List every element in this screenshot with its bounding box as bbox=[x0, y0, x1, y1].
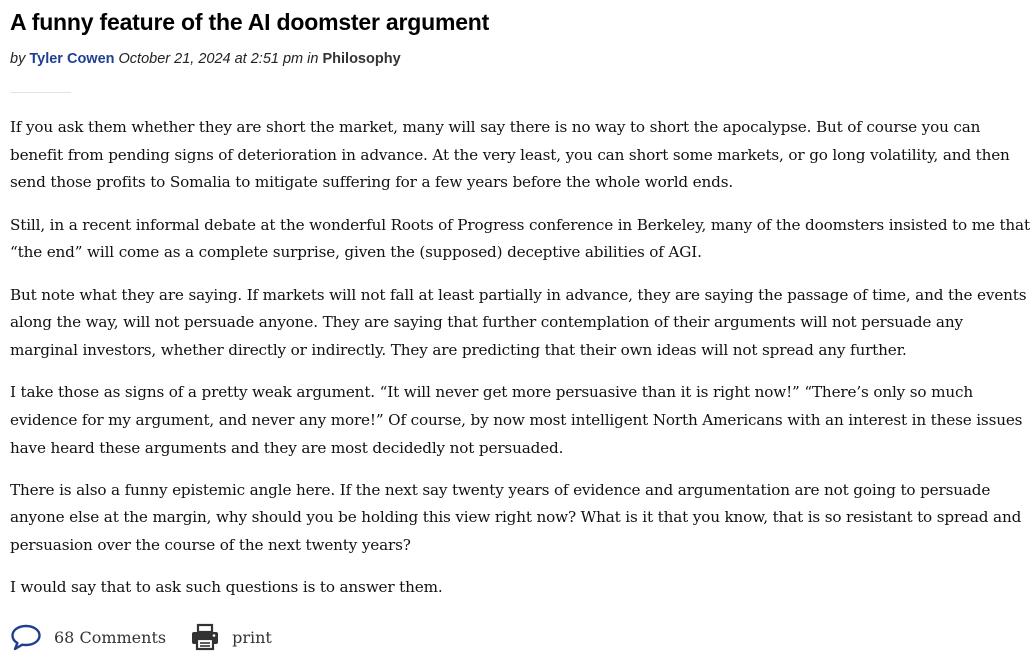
byline-in: in bbox=[307, 51, 319, 67]
author-link[interactable]: Tyler Cowen bbox=[29, 51, 115, 67]
paragraph-5: There is also a funny epistemic angle here. If the next say twenty years of evidence and argumentation are not going to persuade anyone else at the margin, why should you be holding this view right now? What is it that you know, that is so resistant to spread and persuasion over the course of the next twenty years? bbox=[10, 480, 1022, 555]
byline-by: by bbox=[10, 51, 26, 67]
paragraph-1: If you ask them whether they are short the market, many will say there is no way to short the apocalypse. But of course you can benefit from pending signs of deterioration in advance. At the very least, you can short some markets, or go long volatility, and then send those profits to Somalia to mitigate suffering for a few years before the whole world ends. bbox=[10, 118, 1010, 192]
print-label: print bbox=[232, 627, 272, 647]
paragraph-3: But note what they are saying. If markets will not fall at least partially in advance, they are saying the passage of time, and the events along the way, will not persuade anyone. They are saying that further contemplation of their arguments will not persuade any marginal investors, whether directly or indirectly. They are predicting that their own ideas will not spread any further. bbox=[10, 285, 1027, 359]
post-date: October 21, 2024 at 2:51 pm bbox=[118, 51, 304, 67]
byline bbox=[10, 51, 401, 67]
paragraph-2: Still, in a recent informal debate at the wonderful Roots of Progress conference in Berkeley, many of the doomsters insisted to me that “the end” will come as a complete surprise, given the (supposed) deceptive abilities of AGI. bbox=[10, 215, 1030, 262]
print-link[interactable] bbox=[190, 623, 272, 651]
comments-link[interactable] bbox=[10, 623, 166, 651]
paragraph-6: I would say that to ask such questions is to answer them. bbox=[10, 578, 443, 597]
title-divider bbox=[10, 92, 71, 93]
category-link[interactable]: Philosophy bbox=[322, 51, 401, 67]
printer-icon bbox=[190, 623, 220, 651]
post-footer bbox=[10, 622, 272, 652]
paragraph-4: I take those as signs of a pretty weak argument. “It will never get more persuasive than it is right now!” “There’s only so much evidence for my argument, and never any more!” Of course, by now most intelligent North Americans with an interest in these issues have heard these arguments and they are most decidedly not persuaded. bbox=[10, 383, 1023, 457]
comments-count: 68 Comments bbox=[54, 627, 167, 647]
post-content bbox=[10, 114, 1032, 617]
speech-bubble-icon bbox=[10, 623, 42, 651]
post-title: A funny feature of the AI doomster argument bbox=[10, 9, 490, 35]
